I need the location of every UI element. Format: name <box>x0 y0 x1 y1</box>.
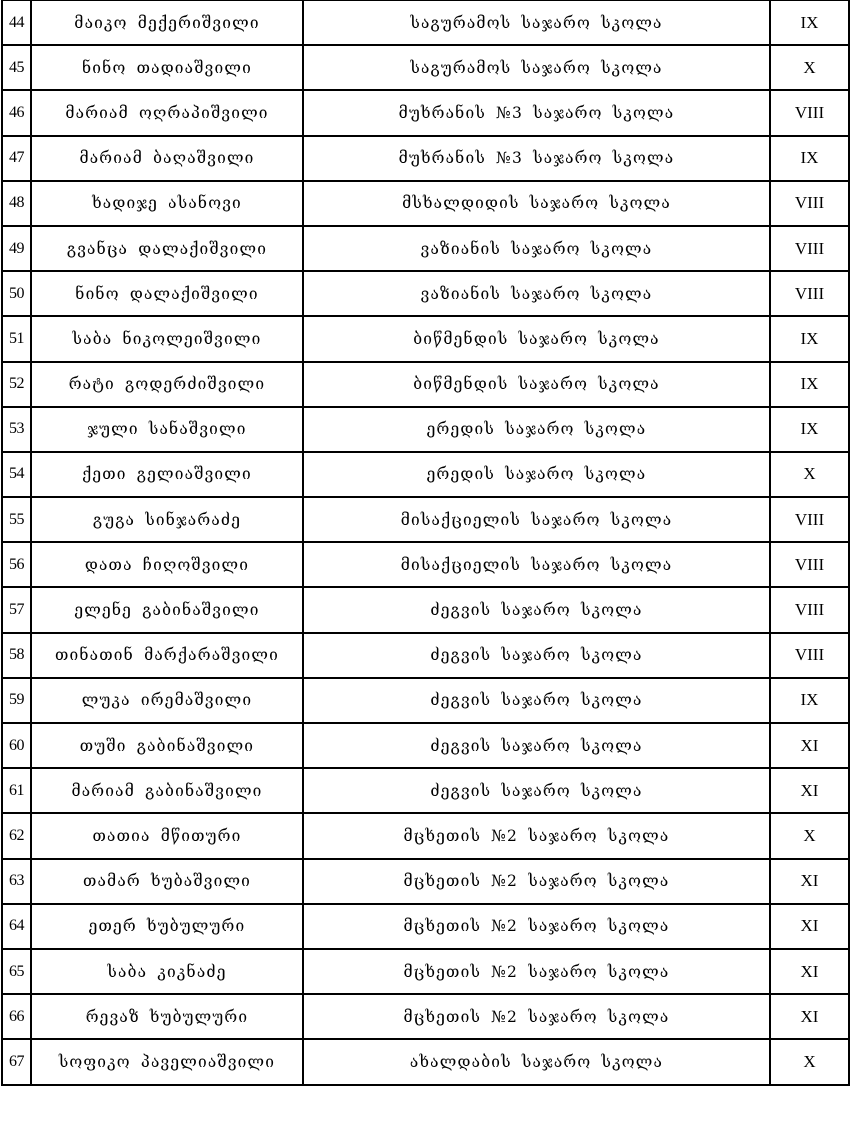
table-row <box>2 452 849 497</box>
student-name-cell: ჯული სანაშვილი <box>31 407 303 452</box>
school-name-cell: მცხეთის №2 საჯარო სკოლა <box>303 949 770 994</box>
grade-cell: XI <box>770 859 849 904</box>
student-name-cell: რევაზ ხუბულური <box>31 994 303 1039</box>
student-name-cell: ეთერ ხუბულური <box>31 904 303 949</box>
row-number-cell: 53 <box>2 407 31 452</box>
school-name-cell: საგურამოს საჯარო სკოლა <box>303 45 770 90</box>
table-row <box>2 859 849 904</box>
school-name-cell: მცხეთის №2 საჯარო სკოლა <box>303 994 770 1039</box>
row-number-cell: 67 <box>2 1039 31 1084</box>
grade-cell: VIII <box>770 226 849 271</box>
row-number-cell: 56 <box>2 542 31 587</box>
grade-cell: XI <box>770 994 849 1039</box>
row-number-cell: 48 <box>2 181 31 226</box>
school-name-cell: ბიწმენდის საჯარო სკოლა <box>303 362 770 407</box>
table-row <box>2 45 849 90</box>
row-number-cell: 58 <box>2 633 31 678</box>
table-row <box>2 90 849 135</box>
row-number-cell: 46 <box>2 90 31 135</box>
grade-cell: IX <box>770 136 849 181</box>
row-number-cell: 64 <box>2 904 31 949</box>
student-name-cell: მარიამ გაბინაშვილი <box>31 768 303 813</box>
grade-cell: XI <box>770 949 849 994</box>
table-row <box>2 271 849 316</box>
row-number-cell: 55 <box>2 497 31 542</box>
student-name-cell: საბა ნიკოლეიშვილი <box>31 316 303 361</box>
student-name-cell: გვანცა დალაქიშვილი <box>31 226 303 271</box>
student-name-cell: ქეთი გელიაშვილი <box>31 452 303 497</box>
row-number-cell: 66 <box>2 994 31 1039</box>
row-number-cell: 62 <box>2 813 31 858</box>
table-row <box>2 362 849 407</box>
school-name-cell: მსხალდიდის საჯარო სკოლა <box>303 181 770 226</box>
school-name-cell: ბიწმენდის საჯარო სკოლა <box>303 316 770 361</box>
table-row <box>2 136 849 181</box>
grade-cell: VIII <box>770 271 849 316</box>
school-name-cell: საგურამოს საჯარო სკოლა <box>303 1 770 46</box>
table-row <box>2 904 849 949</box>
grade-cell: IX <box>770 1 849 46</box>
student-name-cell: ხადიჯე ასანოვი <box>31 181 303 226</box>
table-row <box>2 316 849 361</box>
student-name-cell: მაიკო მექერიშვილი <box>31 1 303 46</box>
grade-cell: VIII <box>770 90 849 135</box>
student-name-cell: ნინო თადიაშვილი <box>31 45 303 90</box>
grade-cell: IX <box>770 362 849 407</box>
school-name-cell: ძეგვის საჯარო სკოლა <box>303 633 770 678</box>
row-number-cell: 65 <box>2 949 31 994</box>
grade-cell: X <box>770 1039 849 1084</box>
row-number-cell: 63 <box>2 859 31 904</box>
row-number-cell: 47 <box>2 136 31 181</box>
row-number-cell: 49 <box>2 226 31 271</box>
row-number-cell: 61 <box>2 768 31 813</box>
school-name-cell: მუხრანის №3 საჯარო სკოლა <box>303 136 770 181</box>
student-name-cell: თუში გაბინაშვილი <box>31 723 303 768</box>
student-name-cell: ლუკა ირემაშვილი <box>31 678 303 723</box>
grade-cell: IX <box>770 316 849 361</box>
school-name-cell: მისაქციელის საჯარო სკოლა <box>303 542 770 587</box>
grade-cell: XI <box>770 904 849 949</box>
row-number-cell: 44 <box>2 1 31 46</box>
table-row <box>2 1 849 46</box>
student-name-cell: ელენე გაბინაშვილი <box>31 587 303 632</box>
student-name-cell: ნინო დალაქიშვილი <box>31 271 303 316</box>
student-name-cell: საბა კიკნაძე <box>31 949 303 994</box>
table-row <box>2 1039 849 1084</box>
row-number-cell: 57 <box>2 587 31 632</box>
school-name-cell: ვაზიანის საჯარო სკოლა <box>303 226 770 271</box>
grade-cell: VIII <box>770 587 849 632</box>
school-name-cell: ძეგვის საჯარო სკოლა <box>303 723 770 768</box>
table-row <box>2 633 849 678</box>
table-row <box>2 407 849 452</box>
table-row <box>2 723 849 768</box>
grade-cell: XI <box>770 768 849 813</box>
row-number-cell: 50 <box>2 271 31 316</box>
school-name-cell: ვაზიანის საჯარო სკოლა <box>303 271 770 316</box>
school-name-cell: მცხეთის №2 საჯარო სკოლა <box>303 859 770 904</box>
participants-table-body <box>2 1 849 1085</box>
grade-cell: X <box>770 452 849 497</box>
table-row <box>2 768 849 813</box>
row-number-cell: 54 <box>2 452 31 497</box>
student-name-cell: მარიამ ოღრაპიშვილი <box>31 90 303 135</box>
school-name-cell: ერედის საჯარო სკოლა <box>303 407 770 452</box>
row-number-cell: 45 <box>2 45 31 90</box>
table-row <box>2 678 849 723</box>
table-row <box>2 497 849 542</box>
table-row <box>2 813 849 858</box>
school-name-cell: ძეგვის საჯარო სკოლა <box>303 587 770 632</box>
table-row <box>2 994 849 1039</box>
row-number-cell: 59 <box>2 678 31 723</box>
student-name-cell: დათა ჩიღოშვილი <box>31 542 303 587</box>
student-name-cell: მარიამ ბაღაშვილი <box>31 136 303 181</box>
row-number-cell: 51 <box>2 316 31 361</box>
school-name-cell: ერედის საჯარო სკოლა <box>303 452 770 497</box>
grade-cell: XI <box>770 723 849 768</box>
table-row <box>2 542 849 587</box>
table-row <box>2 587 849 632</box>
student-name-cell: რატი გოდერძიშვილი <box>31 362 303 407</box>
row-number-cell: 52 <box>2 362 31 407</box>
school-name-cell: ახალდაბის საჯარო სკოლა <box>303 1039 770 1084</box>
table-row <box>2 181 849 226</box>
grade-cell: X <box>770 45 849 90</box>
grade-cell: VIII <box>770 542 849 587</box>
school-name-cell: მუხრანის №3 საჯარო სკოლა <box>303 90 770 135</box>
grade-cell: VIII <box>770 497 849 542</box>
grade-cell: IX <box>770 678 849 723</box>
school-name-cell: მისაქციელის საჯარო სკოლა <box>303 497 770 542</box>
student-name-cell: თამარ ხუბაშვილი <box>31 859 303 904</box>
school-name-cell: მცხეთის №2 საჯარო სკოლა <box>303 904 770 949</box>
row-number-cell: 60 <box>2 723 31 768</box>
grade-cell: IX <box>770 407 849 452</box>
table-row <box>2 949 849 994</box>
table-row <box>2 226 849 271</box>
student-name-cell: სოფიკო პაველიაშვილი <box>31 1039 303 1084</box>
student-name-cell: თათია მწითური <box>31 813 303 858</box>
school-name-cell: ძეგვის საჯარო სკოლა <box>303 768 770 813</box>
grade-cell: X <box>770 813 849 858</box>
school-name-cell: მცხეთის №2 საჯარო სკოლა <box>303 813 770 858</box>
student-name-cell: თინათინ მარქარაშვილი <box>31 633 303 678</box>
school-name-cell: ძეგვის საჯარო სკოლა <box>303 678 770 723</box>
student-name-cell: გუგა სინჯარაძე <box>31 497 303 542</box>
grade-cell: VIII <box>770 181 849 226</box>
grade-cell: VIII <box>770 633 849 678</box>
participants-table <box>1 0 850 1086</box>
